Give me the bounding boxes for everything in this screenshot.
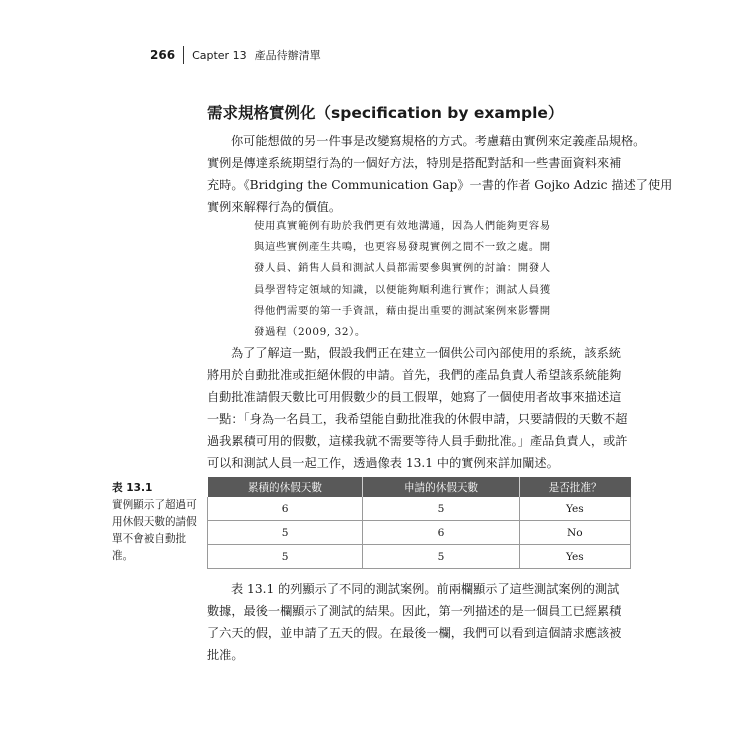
paragraph-line: 你可能想做的另一件事是改變寫規格的方式。考慮藉由實例來定義產品規格。: [231, 134, 646, 148]
paragraph-line: 批准。: [207, 648, 244, 662]
page-number: 266: [150, 48, 176, 62]
quote-line: 使用真實範例有助於我們更有效地溝通，因為人們能夠更容易: [254, 220, 551, 232]
block-quote: [254, 216, 594, 343]
paragraph-line: 實例是傳達系統期望行為的一個好方法，特別是搭配對話和一些書面資料來補: [207, 156, 622, 170]
paragraph-line: 一點：「身為一名員工，我希望能自動批准我的休假申請，只要請假的天數不超: [207, 412, 628, 426]
table-header-row: [208, 477, 631, 497]
table-row: [208, 521, 631, 545]
paragraph-intro: [207, 130, 673, 218]
section-title: 需求規格實例化（specification by example）: [207, 104, 564, 122]
caption-text: 實例顯示了超過可用休假天數的請假單不會被自動批准。: [112, 499, 197, 562]
chapter-label: Capter 13: [192, 48, 247, 62]
paragraph-line: 數據，最後一欄顯示了測試的結果。因此，第一列描述的是一個員工已經累積: [207, 604, 622, 618]
paragraph-line: 自動批准請假天數比可用假數少的員工假單，她寫了一個使用者故事來描述這: [207, 390, 622, 404]
table-cell: 6: [363, 521, 519, 545]
quote-line: 與這些實例產生共鳴，也更容易發現實例之間不一致之處。開: [254, 241, 551, 254]
paragraph-line: 表 13.1 的列顯示了不同的測試案例。前兩欄顯示了這些測試案例的測試: [231, 582, 620, 596]
quote-line: 發人員、銷售人員和測試人員都需要參與實例的討論：開發人: [254, 262, 551, 275]
table-cell: 6: [208, 497, 363, 521]
column-header: 累積的休假天數: [208, 477, 363, 497]
paragraph-line: 將用於自動批准或拒絕休假的申請。首先，我們的產品負責人希望該系統能夠: [207, 368, 622, 382]
table-row: [208, 497, 631, 521]
caption-label: 表 13.1: [112, 482, 153, 494]
paragraph-line: 為了了解這一點，假設我們正在建立一個供公司內部使用的系統，該系統: [231, 346, 621, 360]
table-cell: 5: [208, 545, 363, 569]
table-cell: Yes: [519, 545, 630, 569]
paragraph-line: 實例來解釋行為的價值。: [207, 200, 342, 214]
paragraph-line: 了六天的假，並申請了五天的假。在最後一欄，我們可以看到這個請求應該被: [207, 626, 622, 640]
table-cell: Yes: [519, 497, 630, 521]
paragraph-line: 充時。《Bridging the Communication Gap》一書的作者 Gojko Adzic 描述了使用: [207, 178, 673, 192]
paragraph-line: 可以和測試人員一起工作，透過像表 13.1 中的實例來詳加闡述。: [207, 456, 559, 470]
column-header: 是否批准？: [519, 477, 630, 497]
table-row: [208, 545, 631, 569]
table-cell: 5: [363, 545, 519, 569]
column-header: 申請的休假天數: [363, 477, 519, 497]
paragraph-line: 過我累積可用的假數，這樣我就不需要等待人員手動批准。」產品負責人，或許: [207, 434, 628, 448]
chapter-title: 產品待辦清單: [254, 49, 321, 62]
table-cell: 5: [208, 521, 363, 545]
paragraph-explanation: [207, 578, 631, 666]
example-table: [207, 477, 631, 569]
table-cell: 5: [363, 497, 519, 521]
running-header: [150, 44, 321, 66]
quote-line: 員學習特定領域的知識，以便能夠順利進行實作；測試人員獲: [254, 283, 551, 296]
table-cell: No: [519, 521, 630, 545]
table-caption: [112, 480, 202, 565]
header-divider: [183, 46, 184, 64]
quote-line: 得他們需要的第一手資訊，藉由提出重要的測試案例來影響開: [254, 304, 551, 317]
paragraph-example: [207, 342, 631, 474]
quote-line: 發過程（2009, 32）。: [254, 326, 366, 339]
